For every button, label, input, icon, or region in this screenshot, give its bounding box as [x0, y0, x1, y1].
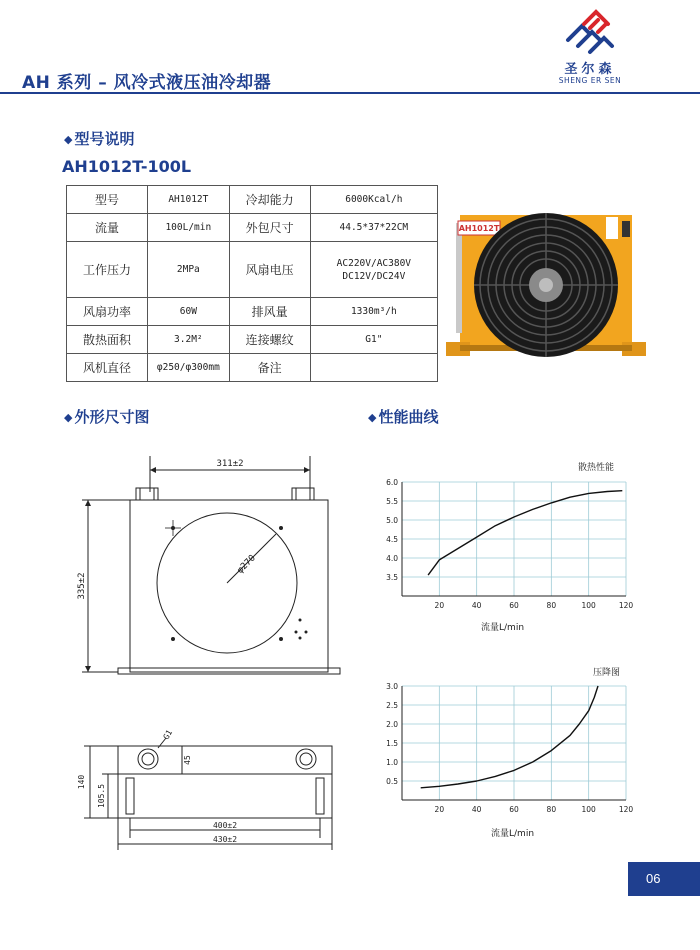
diamond-bullet-icon: ◆	[64, 411, 73, 424]
arrow-head-icon	[150, 467, 156, 473]
heat-performance-chart	[364, 476, 634, 616]
spec-value: 1330m³/h	[310, 298, 437, 326]
section-heading-dimensions	[64, 406, 149, 427]
spec-value: 44.5*37*22CM	[310, 214, 437, 242]
y-tick-label: 1.0	[386, 758, 398, 767]
spec-value: AH1012T	[148, 186, 230, 214]
spec-value-line: AC220V/AC380V	[336, 257, 412, 269]
side-view-drawing	[70, 718, 370, 858]
cooler-side-plate	[456, 223, 462, 333]
product-photo	[446, 197, 646, 362]
spec-key: 风机直径	[67, 354, 148, 382]
x-tick-label: 80	[546, 805, 557, 814]
x-axis-label: 流量L/min	[481, 623, 525, 633]
y-tick-label: 5.5	[386, 497, 398, 506]
x-tick-label: 120	[618, 601, 634, 610]
table-row	[67, 298, 438, 326]
spec-key: 备注	[229, 354, 310, 382]
table-row	[67, 326, 438, 354]
spec-value: 100L/min	[148, 214, 230, 242]
spec-key: 型号	[67, 186, 148, 214]
y-tick-label: 2.0	[386, 720, 398, 729]
spec-value: 2MPa	[148, 242, 230, 298]
product-label-text: AH1012T	[458, 224, 500, 233]
y-tick-label: 2.5	[386, 701, 398, 710]
x-tick-label: 40	[471, 805, 482, 814]
mount-hole-icon	[299, 637, 302, 640]
mount-hole-icon	[295, 631, 298, 634]
mount-hole-icon	[171, 637, 175, 641]
section-heading-text: 型号说明	[74, 130, 135, 148]
junction-box-icon	[622, 221, 630, 237]
chart-title: 散热性能	[578, 463, 615, 473]
page-number: 06	[628, 862, 700, 896]
spec-key: 流量	[67, 214, 148, 242]
dimension-label: 45	[183, 755, 192, 765]
y-tick-label: 4.5	[386, 535, 398, 544]
x-axis-label: 流量L/min	[491, 829, 535, 839]
y-tick-label: 6.0	[386, 478, 398, 487]
spec-key: 风扇功率	[67, 298, 148, 326]
fan-hub-icon	[539, 278, 553, 292]
y-tick-label: 4.0	[386, 554, 398, 563]
port-fitting-icon	[142, 753, 154, 765]
spec-value	[310, 242, 437, 298]
diamond-bullet-icon: ◆	[64, 133, 73, 146]
header-rule	[0, 92, 700, 94]
port-fitting-icon	[296, 749, 316, 769]
dimension-label: G1	[161, 728, 175, 742]
model-name: AH1012T-100L	[62, 157, 192, 176]
arrow-head-icon	[85, 500, 91, 506]
top-port-nut	[292, 488, 314, 500]
section-heading-performance	[368, 406, 438, 427]
spec-key: 冷却能力	[229, 186, 310, 214]
dimension-label: φ270	[235, 553, 258, 576]
y-tick-label: 1.5	[386, 739, 398, 748]
spec-value	[310, 354, 437, 382]
dimension-label: 400±2	[212, 821, 238, 830]
y-tick-label: 3.5	[386, 573, 398, 582]
spec-key: 散热面积	[67, 326, 148, 354]
mount-hole-icon	[305, 631, 308, 634]
spec-value: φ250/φ300mm	[148, 354, 230, 382]
x-tick-label: 100	[581, 805, 596, 814]
arrow-head-icon	[85, 666, 91, 672]
page-title: AH 系列 – 风冷式液压油冷却器	[22, 73, 272, 93]
diamond-bullet-icon: ◆	[368, 411, 377, 424]
dimension-label: 140	[77, 774, 86, 790]
spec-table	[66, 185, 438, 382]
dimension-label: 335±2	[77, 572, 87, 600]
x-tick-label: 60	[509, 805, 519, 814]
table-row	[67, 186, 438, 214]
warning-sticker-icon	[606, 217, 618, 239]
port-fitting-icon	[300, 753, 312, 765]
dimension-label: 105.5	[97, 783, 106, 809]
x-tick-label: 80	[546, 601, 557, 610]
series-line	[421, 686, 598, 788]
spec-value: 60W	[148, 298, 230, 326]
spec-value: 6000Kcal/h	[310, 186, 437, 214]
pressure-drop-chart	[364, 680, 634, 820]
arrow-head-icon	[304, 467, 310, 473]
mount-hole-icon	[299, 619, 302, 622]
front-frame	[130, 500, 328, 672]
y-tick-label: 3.0	[386, 682, 398, 691]
table-row	[67, 242, 438, 298]
x-tick-label: 100	[581, 601, 596, 610]
x-tick-label: 40	[471, 601, 482, 610]
section-heading-text: 性能曲线	[378, 408, 439, 426]
brand-name-cn: 圣尔森	[564, 62, 616, 77]
spec-value: G1"	[310, 326, 437, 354]
dimension-label: 430±2	[212, 835, 238, 844]
brand-logo	[548, 6, 632, 90]
top-port-nut	[136, 488, 158, 500]
base-flange	[118, 668, 340, 674]
spec-key: 排风量	[229, 298, 310, 326]
mount-hole-icon	[279, 637, 283, 641]
x-tick-label: 120	[618, 805, 634, 814]
series-line	[428, 491, 622, 575]
dimension-label: 311±2	[216, 459, 244, 469]
spec-key: 工作压力	[67, 242, 148, 298]
port-fitting-icon	[138, 749, 158, 769]
y-tick-label: 0.5	[386, 777, 398, 786]
spec-value-line: DC12V/DC24V	[342, 270, 406, 282]
section-heading-model	[64, 128, 134, 149]
spec-key: 风扇电压	[229, 242, 310, 298]
spec-key: 外包尺寸	[229, 214, 310, 242]
brand-name-en: SHENG ER SEN	[558, 76, 622, 85]
x-tick-label: 60	[509, 601, 519, 610]
y-tick-label: 5.0	[386, 516, 398, 525]
spec-key: 连接螺纹	[229, 326, 310, 354]
table-row	[67, 214, 438, 242]
front-view-drawing	[70, 448, 370, 688]
section-heading-text: 外形尺寸图	[74, 408, 150, 426]
spec-value: 3.2M²	[148, 326, 230, 354]
mount-hole-icon	[279, 526, 283, 530]
brand-logo-mark-icon	[560, 6, 620, 58]
x-tick-label: 20	[434, 805, 445, 814]
x-tick-label: 20	[434, 601, 445, 610]
table-row	[67, 354, 438, 382]
chart-title: 压降图	[593, 668, 621, 678]
